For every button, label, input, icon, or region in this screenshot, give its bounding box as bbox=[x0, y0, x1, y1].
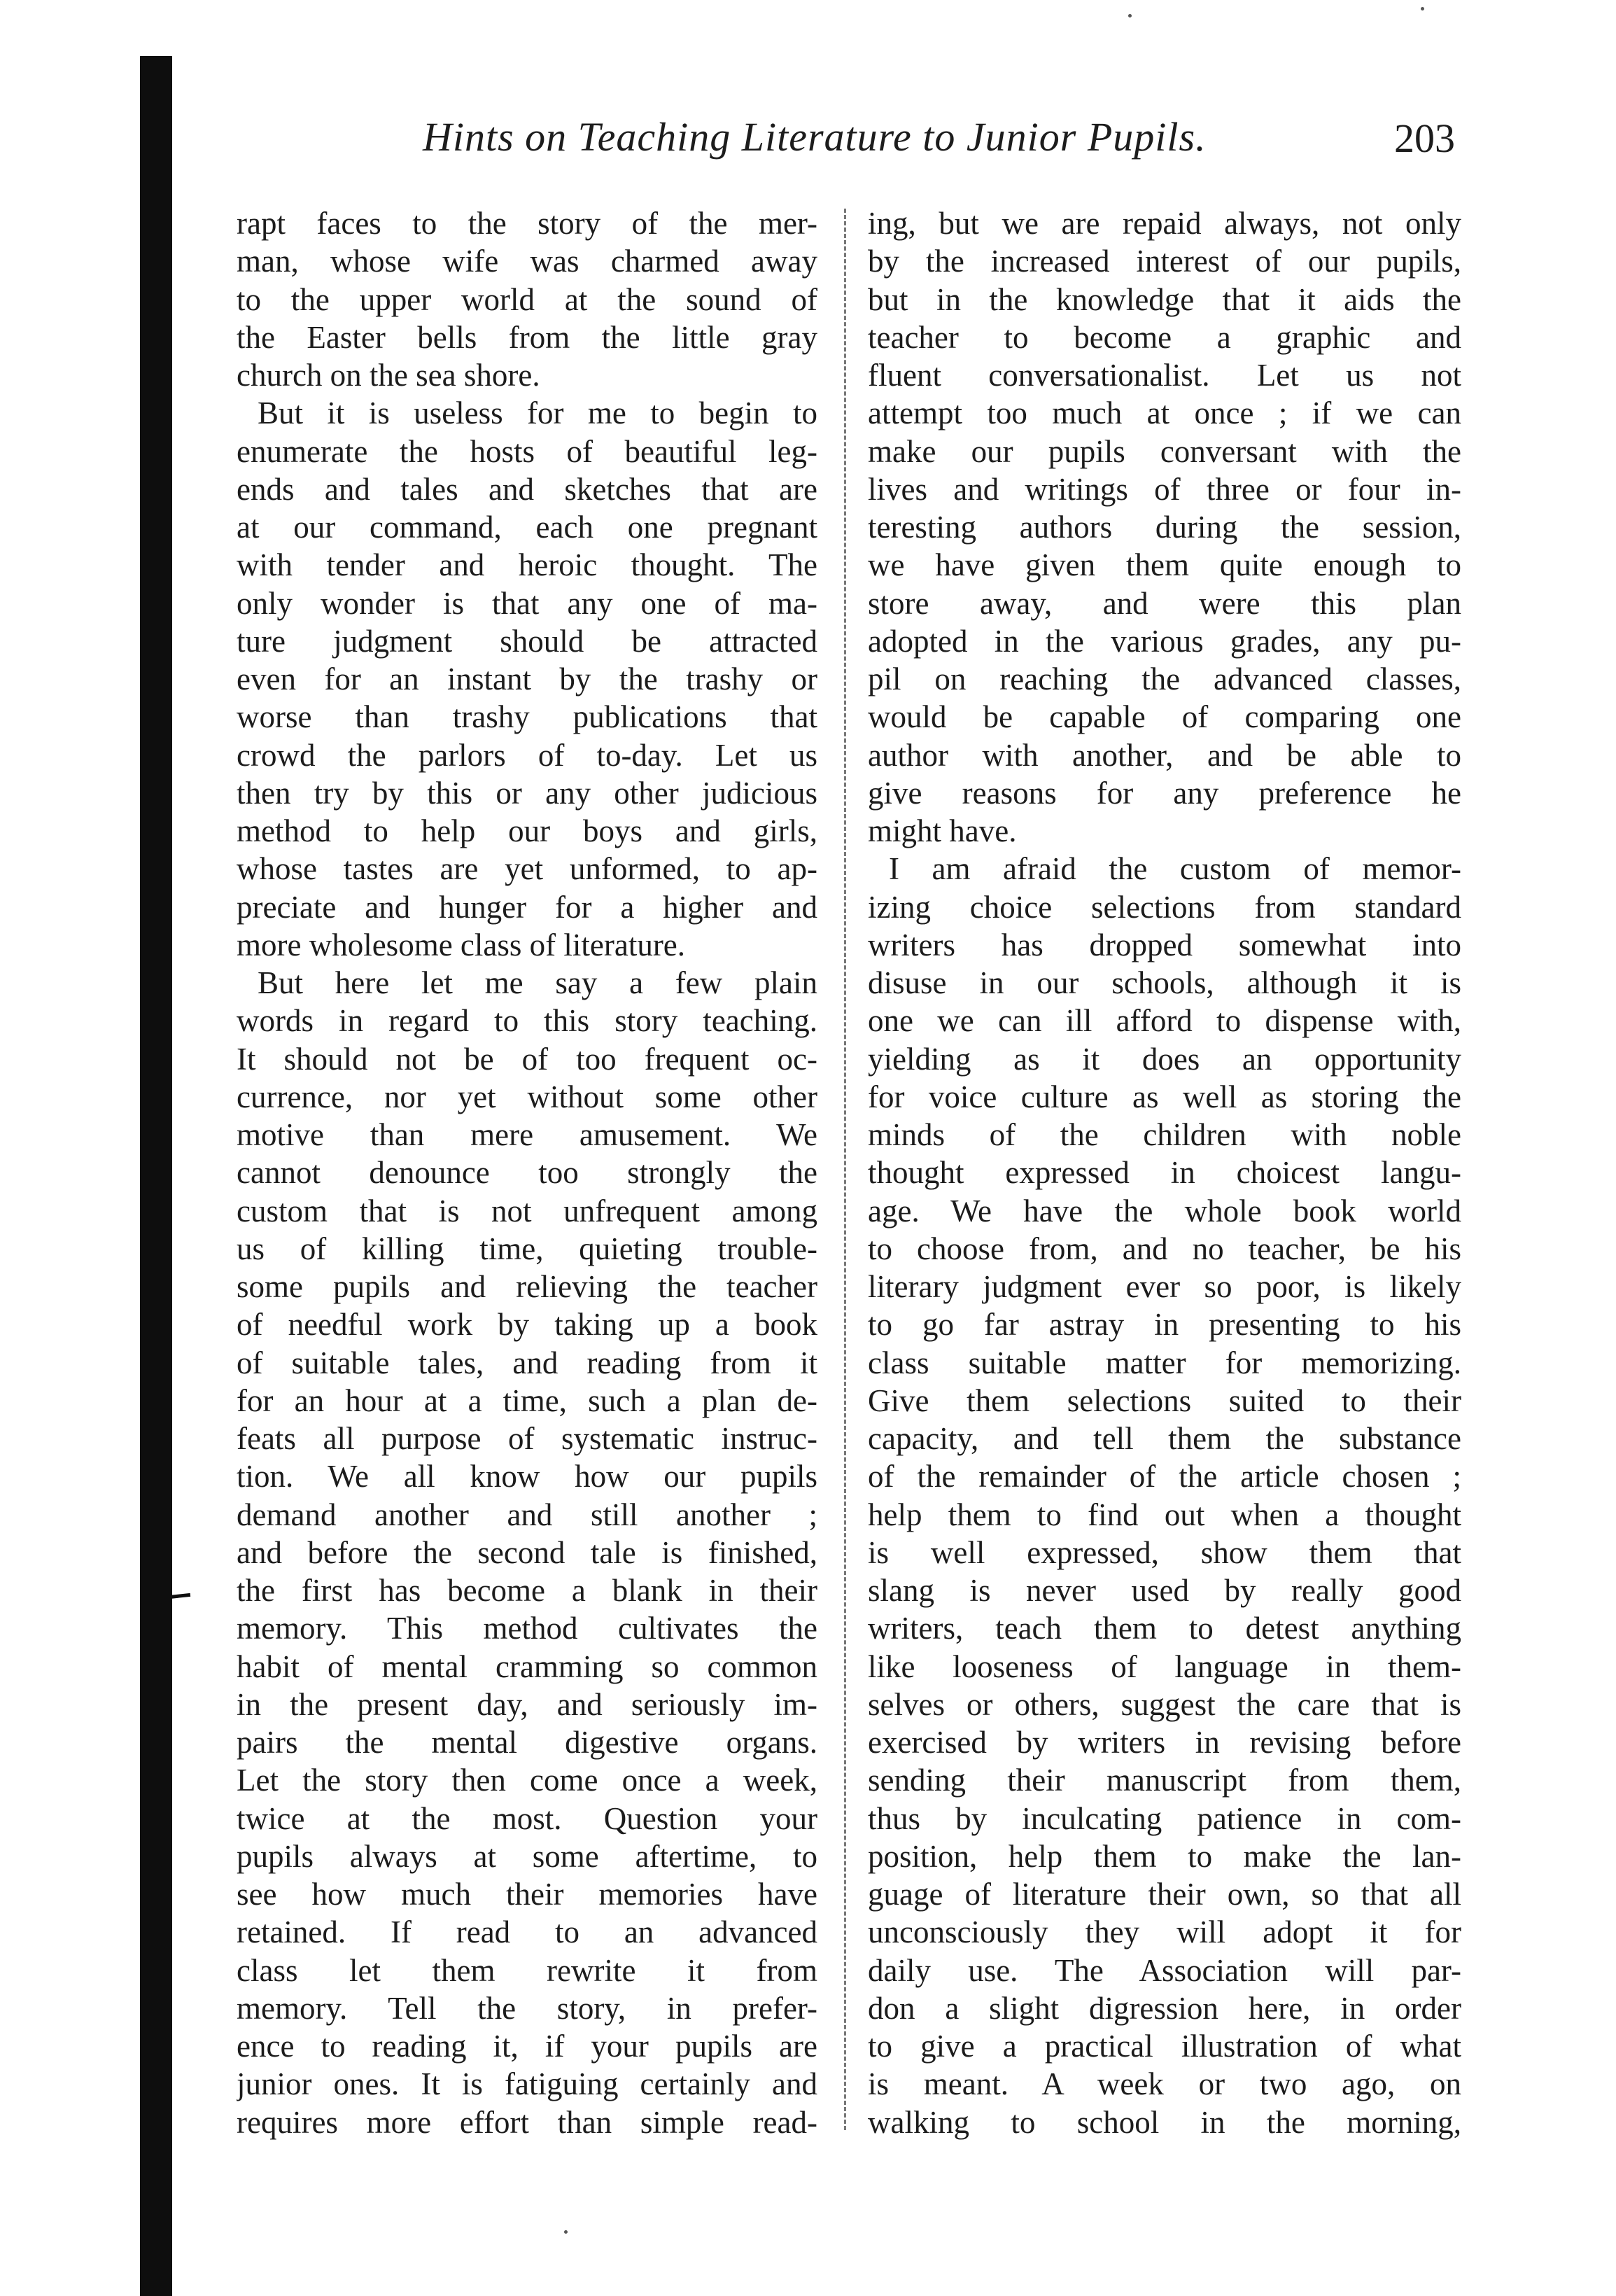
text-line: teresting authors during the session, bbox=[868, 510, 1461, 545]
text-line: junior ones. It is fatiguing certainly and bbox=[237, 2066, 817, 2102]
text-line: of suitable tales, and reading from it bbox=[237, 1345, 817, 1380]
text-line: pupils always at some aftertime, to bbox=[237, 1838, 817, 1874]
running-title: Hints on Teaching Literature to Junior Pupils. bbox=[423, 114, 1207, 160]
left-column bbox=[237, 204, 817, 2141]
text-line: even for an instant by the trashy or bbox=[237, 662, 817, 696]
text-line: tion. We all know how our pupils bbox=[237, 1459, 817, 1494]
text-line: worse than trashy publications that bbox=[237, 699, 817, 735]
text-line: unconsciously they will adopt it for bbox=[868, 1914, 1461, 1950]
text-line: pil on reaching the advanced classes, bbox=[868, 662, 1461, 696]
text-line: help them to find out when a thought bbox=[868, 1497, 1461, 1532]
text-line: custom that is not unfrequent among bbox=[237, 1193, 817, 1228]
text-line: one we can ill afford to dispense with, bbox=[868, 1003, 1461, 1039]
text-line: us of killing time, quieting trouble- bbox=[237, 1231, 817, 1266]
text-line: It should not be of too frequent oc- bbox=[237, 1041, 817, 1077]
text-line: memory. Tell the story, in prefer- bbox=[237, 1990, 817, 2026]
text-line: crowd the parlors of to-day. Let us bbox=[237, 737, 817, 773]
text-line: thought expressed in choicest langu- bbox=[868, 1155, 1461, 1191]
text-line: the first has become a blank in their bbox=[237, 1573, 817, 1608]
column-rule bbox=[844, 209, 846, 2130]
text-line: yielding as it does an opportunity bbox=[868, 1041, 1461, 1077]
text-line: like looseness of language in them- bbox=[868, 1648, 1461, 1684]
text-line: might have. bbox=[868, 813, 1017, 848]
text-line: pairs the mental digestive organs. bbox=[237, 1725, 817, 1760]
text-line: church on the sea shore. bbox=[237, 358, 540, 393]
text-line: of needful work by taking up a book bbox=[237, 1307, 817, 1343]
text-line: writers has dropped somewhat into bbox=[868, 927, 1461, 962]
text-line: sending their manuscript from them, bbox=[868, 1763, 1461, 1798]
text-line: words in regard to this story teaching. bbox=[237, 1003, 817, 1039]
text-line: class suitable matter for memorizing. bbox=[868, 1345, 1461, 1380]
text-line: of the remainder of the article chosen ; bbox=[868, 1459, 1461, 1494]
text-line: requires more effort than simple read- bbox=[237, 2104, 817, 2140]
text-line: twice at the most. Question your bbox=[237, 1800, 817, 1836]
text-line: guage of literature their own, so that all bbox=[868, 1877, 1461, 1912]
text-line: preciate and hunger for a higher and bbox=[237, 889, 817, 925]
text-line: fluent conversationalist. Let us not bbox=[868, 358, 1461, 393]
text-line: attempt too much at once ; if we can bbox=[868, 396, 1461, 431]
text-line: memory. This method cultivates the bbox=[237, 1611, 817, 1646]
text-line: don a slight digression here, in order bbox=[868, 1990, 1461, 2026]
speck bbox=[1421, 7, 1424, 10]
text-line: minds of the children with noble bbox=[868, 1117, 1461, 1152]
text-line: at our command, each one pregnant bbox=[237, 510, 817, 545]
text-line: some pupils and relieving the teacher bbox=[237, 1269, 817, 1304]
text-line: to go far astray in presenting to his bbox=[868, 1307, 1461, 1343]
text-line: to the upper world at the sound of bbox=[237, 281, 817, 317]
text-line: slang is never used by really good bbox=[868, 1573, 1461, 1608]
text-line: exercised by writers in revising before bbox=[868, 1725, 1461, 1760]
text-line: only wonder is that any one of ma- bbox=[237, 585, 817, 621]
text-line: and before the second tale is finished, bbox=[237, 1534, 817, 1570]
text-line: ture judgment should be attracted bbox=[237, 623, 817, 659]
running-head bbox=[0, 113, 1616, 176]
right-column bbox=[868, 204, 1461, 2141]
text-line: walking to school in the morning, bbox=[868, 2104, 1461, 2140]
text-line: ends and tales and sketches that are bbox=[237, 471, 817, 507]
text-line: habit of mental cramming so common bbox=[237, 1648, 817, 1684]
text-line: But it is useless for me to begin to bbox=[258, 396, 817, 431]
page-number: 203 bbox=[1394, 115, 1455, 161]
text-line: I am afraid the custom of memor- bbox=[889, 851, 1461, 887]
speck bbox=[1128, 14, 1132, 18]
text-line: demand another and still another ; bbox=[237, 1497, 817, 1532]
text-line: method to help our boys and girls, bbox=[237, 813, 817, 848]
text-line: izing choice selections from standard bbox=[868, 889, 1461, 925]
text-line: in the present day, and seriously im- bbox=[237, 1686, 817, 1722]
text-line: by the increased interest of our pupils, bbox=[868, 244, 1461, 279]
text-line: more wholesome class of literature. bbox=[237, 927, 686, 962]
text-line: position, help them to make the lan- bbox=[868, 1838, 1461, 1874]
text-line: selves or others, suggest the care that is bbox=[868, 1686, 1461, 1722]
text-line: is meant. A week or two ago, on bbox=[868, 2066, 1461, 2102]
text-line: teacher to become a graphic and bbox=[868, 319, 1461, 355]
text-line: daily use. The Association will par- bbox=[868, 1952, 1461, 1988]
text-line: see how much their memories have bbox=[237, 1877, 817, 1912]
text-line: ing, but we are repaid always, not only bbox=[868, 206, 1461, 241]
text-line: with tender and heroic thought. The bbox=[237, 547, 817, 583]
text-line: literary judgment ever so poor, is likely bbox=[868, 1269, 1461, 1304]
text-line: writers, teach them to detest anything bbox=[868, 1611, 1461, 1646]
text-line: retained. If read to an advanced bbox=[237, 1914, 817, 1950]
text-line: feats all purpose of systematic instruc- bbox=[237, 1421, 817, 1456]
text-line: class let them rewrite it from bbox=[237, 1952, 817, 1988]
speck bbox=[564, 2230, 568, 2234]
text-line: adopted in the various grades, any pu- bbox=[868, 623, 1461, 659]
text-line: make our pupils conversant with the bbox=[868, 433, 1461, 469]
text-line: ence to reading it, if your pupils are bbox=[237, 2029, 817, 2064]
text-line: would be capable of comparing one bbox=[868, 699, 1461, 735]
text-line: give reasons for any preference he bbox=[868, 775, 1461, 811]
text-line: store away, and were this plan bbox=[868, 585, 1461, 621]
text-line: age. We have the whole book world bbox=[868, 1193, 1461, 1228]
text-line: whose tastes are yet unformed, to ap- bbox=[237, 851, 817, 887]
text-line: for an hour at a time, such a plan de- bbox=[237, 1382, 817, 1418]
text-line: lives and writings of three or four in- bbox=[868, 471, 1461, 507]
text-line: currence, nor yet without some other bbox=[237, 1079, 817, 1114]
text-line: then try by this or any other judicious bbox=[237, 775, 817, 811]
text-line: we have given them quite enough to bbox=[868, 547, 1461, 583]
text-line: cannot denounce too strongly the bbox=[237, 1155, 817, 1191]
text-line: rapt faces to the story of the mer- bbox=[237, 206, 817, 241]
text-line: thus by inculcating patience in com- bbox=[868, 1800, 1461, 1836]
text-line: motive than mere amusement. We bbox=[237, 1117, 817, 1152]
text-line: capacity, and tell them the substance bbox=[868, 1421, 1461, 1456]
text-line: for voice culture as well as storing the bbox=[868, 1079, 1461, 1114]
text-line: but in the knowledge that it aids the bbox=[868, 281, 1461, 317]
text-line: Give them selections suited to their bbox=[868, 1382, 1461, 1418]
binding-edge bbox=[140, 56, 172, 2296]
text-line: author with another, and be able to bbox=[868, 737, 1461, 773]
text-line: Let the story then come once a week, bbox=[237, 1763, 817, 1798]
text-line: to give a practical illustration of what bbox=[868, 2029, 1461, 2064]
text-line: disuse in our schools, although it is bbox=[868, 965, 1461, 1000]
text-line: to choose from, and no teacher, be his bbox=[868, 1231, 1461, 1266]
text-line: the Easter bells from the little gray bbox=[237, 319, 817, 355]
text-line: man, whose wife was charmed away bbox=[237, 244, 817, 279]
text-line: But here let me say a few plain bbox=[258, 965, 817, 1000]
text-line: enumerate the hosts of beautiful leg- bbox=[237, 433, 817, 469]
text-line: is well expressed, show them that bbox=[868, 1534, 1461, 1570]
